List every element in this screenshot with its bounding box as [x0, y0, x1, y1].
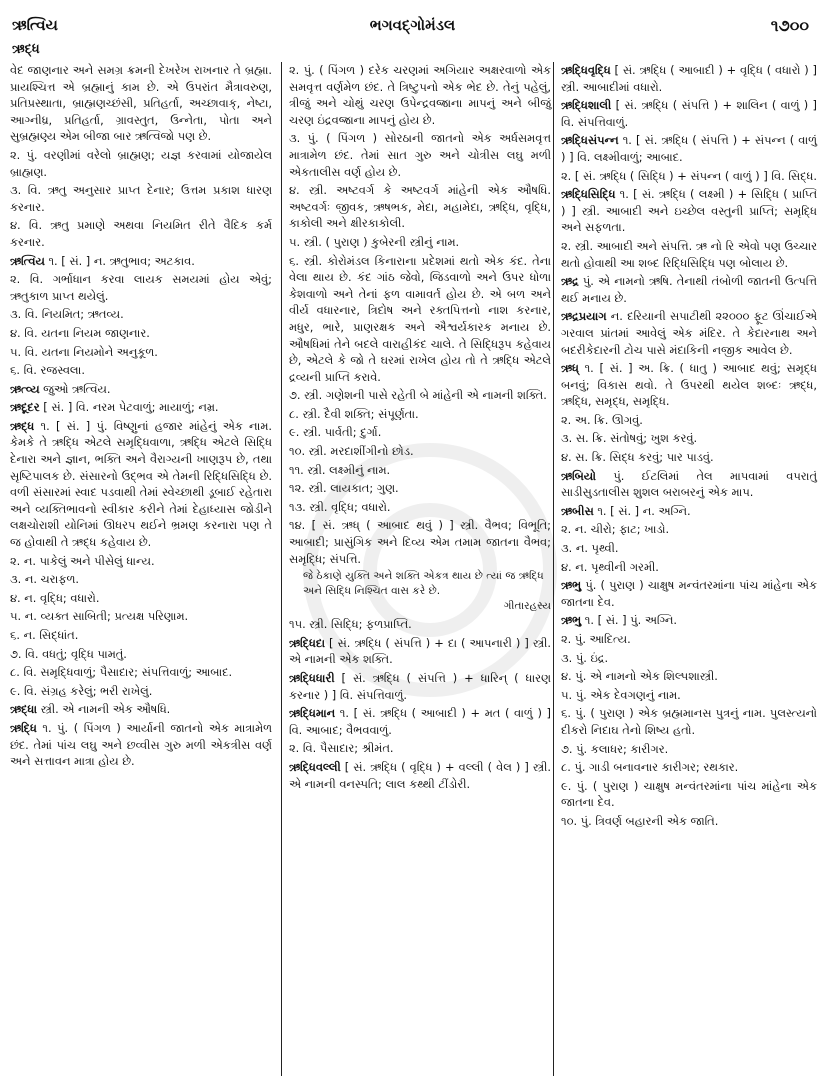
- dictionary-entry: [289, 480, 551, 497]
- entry-text: ૩. સ. ક્રિ. સંતોષવું; ખુશ કરવું.: [561, 431, 698, 446]
- dictionary-entry: [561, 577, 817, 610]
- dictionary-entry: [289, 670, 551, 703]
- entry-headword: ઋદૂદર: [10, 400, 40, 415]
- entry-text: ૫. પું. એક દેવગણનું નામ.: [561, 687, 681, 702]
- dictionary-entry: [561, 612, 817, 629]
- entry-text: ૮. વિ. સમૃદ્ધિવાળું; પૈસાદાર; સંપત્તિવાળું; આબાદ.: [10, 665, 233, 680]
- quotation: [289, 569, 551, 614]
- entry-text: ૪. સ્ત્રી. અષ્ટવર્ગ કે અષ્ટવર્ગ માંહેની એક ઔષધિ. અષ્ટવર્ગઃ જીવક, ઋષભક, મેદા, મહામેદા, ઋદ્ધિ, વૃદ્ધિ, કાકોલી અને ક્ષીરકાકોલી.: [289, 183, 551, 231]
- entry-text: ૧૫. સ્ત્રી. સિદ્ધિ; ફળપ્રાપ્તિ.: [289, 617, 412, 632]
- dictionary-entry: [561, 631, 817, 648]
- entry-text: ૨. વિ. પૈસાદાર; શ્રીમંત.: [289, 741, 394, 756]
- dictionary-entry: [289, 387, 551, 404]
- page-header: [0, 0, 825, 42]
- entry-text: પું. ( પુરાણ ) ચાક્ષુષ મન્વંતરમાંના પાંચ માંહેના એક જાતના દેવ.: [561, 578, 817, 609]
- entry-headword: ઋદ્ધા: [10, 702, 38, 717]
- dictionary-entry: [10, 646, 272, 663]
- dictionary-entry: [561, 778, 817, 811]
- dictionary-entry: [561, 412, 817, 429]
- entry-text: ૨. સ્ત્રી. આબાદી અને સંપત્તિ. ઋ નો રિ એવો પણ ઉચ્ચાર થતો હોવાથી આ શબ્દ રિદ્ધિસિદ્ધિ પણ બોલાય છે.: [561, 238, 817, 270]
- entry-text: ૧. [ સં. ] અ. ક્રિ. ( ધાતુ ) આબાદ થવું; સમૃદ્ધ બનવું; વિકાસ થવો. તે ઉપરથી થયેલ શબ્દઃ ઋદ્ધ, ઋદ્ધિ, સમૃદ્ધ, સમૃદ્ધિ.: [561, 361, 817, 409]
- entry-headword: ઋદ્ધિવલ્લી: [289, 759, 341, 774]
- entry-text: ૨. પું. ( પિંગળ ) દરેક ચરણમાં અગિયાર અક્ષરવાળો એક સમવૃત્ત વર્ણમેળ છંદ. તે ત્રિષ્ટુપનો એક ભેદ છે. તેનું પહેલું, ત્રીજું અને ચોથું ચરણ ઉપેન્દ્રવજ્રાના માપનું અને બીજું ચરણ ઇંદ્રવજ્રાના માપનું હોય છે.: [289, 63, 551, 127]
- dictionary-entry: [289, 499, 551, 516]
- entry-headword: ઋબિયો: [561, 468, 596, 483]
- dictionary-entry: [10, 683, 272, 700]
- entry-text: ૨. ન. ચીરો; ફાટ; ખાડો.: [561, 522, 670, 537]
- dictionary-entry: [289, 406, 551, 423]
- entry-text: ૬. વિ. રજસ્વલા.: [10, 363, 85, 378]
- entry-headword: ઋદ્ધિ: [10, 720, 37, 735]
- entry-text: ૮. પું. ગાડી બનાવનાર કારીગર; રથકાર.: [561, 760, 739, 775]
- dictionary-entry: [10, 664, 272, 681]
- entry-text: ૭. વિ. વધતું; વૃદ્ધિ પામતું.: [10, 646, 127, 661]
- entry-headword: ઋદ્ધિસંપન્ન: [561, 133, 619, 148]
- header-sub-guide-word: ઋદ્ધ: [12, 42, 40, 57]
- entry-text: ૬. ન. સિદ્ધાંત.: [10, 628, 79, 642]
- dictionary-entry: [10, 418, 272, 551]
- dictionary-entry: [561, 705, 817, 738]
- dictionary-entry: [10, 590, 272, 607]
- dictionary-entry: [289, 616, 551, 633]
- entry-text: ૧. [ સં. ] પું. અગ્નિ.: [581, 613, 678, 628]
- entry-text: ૪. સ. ક્રિ. સિદ્ધ કરવું; પાર પાડવું.: [561, 450, 714, 465]
- entry-text: ૩. પું. ( પિંગળ ) સોરઠાની જાતનો એક અર્ધસમવૃત્ત માત્રામેળ છંદ. તેમાં સાત ગુરુ અને ચોત્રીસ લઘુ મળી એકતાલીસ વર્ણ હોય છે.: [289, 131, 551, 179]
- entry-text: [ સં. ઋદ્ધિ ( આબાદી ) + વૃદ્ધિ ( વધારો ) ] સ્ત્રી. આબાદીમાં વધારો.: [561, 63, 817, 94]
- dictionary-entry: [289, 635, 551, 668]
- entry-headword: ઋત્વિય: [10, 253, 45, 268]
- dictionary-entry: [10, 253, 272, 270]
- dictionary-entry: [289, 462, 551, 479]
- entry-headword: ઋદ્ધિવૃદ્ધિ: [561, 63, 611, 77]
- dictionary-entry: [561, 668, 817, 685]
- entry-text: ૫. સ્ત્રી. ( પુરાણ ) કુબેરની સ્ત્રીનું નામ.: [289, 234, 460, 249]
- dictionary-entry: [561, 238, 817, 271]
- dictionary-entry: [561, 559, 817, 576]
- column-3: [561, 62, 817, 832]
- entry-text: ૨. અ. ક્રિ. ઊગવું.: [561, 412, 643, 427]
- dictionary-entry: [10, 553, 272, 570]
- dictionary-entry: [10, 571, 272, 588]
- entry-text: ૧. [ સં. ] પું. વિષ્ણુનાં હજાર માંહેનું એક નામ. કેમકે તે ઋદ્ધિ એટલે સમૃદ્ધિવાળા, ઋદ્ધિ એટલે સિદ્ધિ દેનારા અને જ્ઞાન, ભક્તિ અને વૈરાગ્યની ખાણરૂપ છે, તથા સૃષ્ટિપાલક છે. સંસારનો ઉદ્ભવ એ તેમની રિદ્ધિસિદ્ધિ છે. વળી સંસારમાં સ્વાદ પડવાથી તેમાં સ્વેચ્છાથી ડૂબાઈ રહેતારા અને વ્યક્તિભાવનો સ્વીકાર કરીને તેમાં દેહાધ્યાસ જોડીને લક્ષચોરાશી યોનિમાં ઊધરપ થઈને ભ્રમણ કરનારા પણ તે જ હોવાથી તે ઋદ્ધ કહેવાય છે.: [10, 418, 272, 550]
- dictionary-entry: [289, 443, 551, 460]
- entry-text: ૭. સ્ત્રી. ગણેશની પાસે રહેતી બે માંહેની એ નામની શક્તિ.: [289, 388, 547, 403]
- dictionary-entry: [561, 759, 817, 776]
- dictionary-entry: [561, 650, 817, 667]
- entry-text: ૪. ન. પૃથ્વીની ગરમી.: [561, 559, 659, 574]
- dictionary-entry: [10, 306, 272, 323]
- dictionary-entry: [10, 627, 272, 644]
- entry-text: ૨. પું. વરણીમાં વરેલો બ્રાહ્મણ; યજ્ઞ કરવામાં યોજાયેલ બ્રાહ્મણ.: [10, 147, 272, 179]
- dictionary-entry: [289, 234, 551, 251]
- entry-headword: ઋદ્ધિમાન: [289, 706, 336, 721]
- dictionary-entry: [289, 62, 551, 128]
- entry-text: [ સં. ઋદ્ધિ ( સંપત્તિ ) + દા ( આપનારી ) ] સ્ત્રી. એ નામની એક શક્તિ.: [289, 635, 551, 667]
- dictionary-entry: [561, 308, 817, 358]
- dictionary-entry: [561, 168, 817, 185]
- entry-text: ૫. ન. વ્યક્ત સાબિતી; પ્રત્યક્ષ પરિણામ.: [10, 609, 189, 624]
- entry-text: ૮. સ્ત્રી. દૈવી શક્તિ; સંપૂર્ણતા.: [289, 406, 419, 421]
- dictionary-entry: [561, 273, 817, 306]
- entry-text: [ સં. ઋદ્ધિ ( સંપત્તિ ) + શાલિન ( વાળું ) ] વિ. સંપત્તિવાળું.: [561, 98, 817, 129]
- dictionary-entry: [10, 62, 272, 145]
- dictionary-entry: [561, 813, 817, 830]
- dictionary-entry: [561, 430, 817, 447]
- dictionary-entry: [10, 344, 272, 361]
- entry-text: [ સં. ઋદ્ધિ ( વૃદ્ધિ ) + વલ્લી ( વેલ ) ] સ્ત્રી. એ નામની વનસ્પતિ; લાલ કથ્થી ટીંડોરી.: [289, 759, 551, 791]
- entry-text: ૬. સ્ત્રી. કોરોમંડલ કિનારાના પ્રદેશમાં થતો એક કંદ. તેના વેલા થાય છે. કંદ ગાંઠ જેવો, જિડવાળો અને ઉપર ધોળા કેશવાળો અને તેનાં ફળ વામાવર્ત હોય છે. એ બળ અને વીર્ય વધારનાર, ત્રિદોષ અને રક્તપિત્તનો નાશ કરનાર, મધુર, ભારે, પ્રાણરક્ષક અને ઐશ્વર્યકારક મનાય છે. ઔષધિમાં તેને બદલે વારાહીકંદ ચાલે. તે સિદ્ધિરૂપ કહેવાય છે, એટલે કે જો તે ઘરમાં રાખેલ હોય તો તે ઋદ્ધિ એટલે દ્રવ્યની પ્રાપ્તિ કરાવે.: [289, 253, 551, 384]
- dictionary-entry: [10, 217, 272, 250]
- entry-headword: ઋદ્ધિદા: [289, 635, 325, 650]
- entry-text: [ સં. ઋદ્ધિ ( સંપત્તિ ) + ધારિન્ ( ધારણ કરનાર ) ] વિ. સંપત્તિવાળું.: [289, 671, 551, 702]
- entry-text: પું. ઈટલિમાં તેલ માપવામાં વપરાતું સાડીસુડતાલીસ શુશલ બરાબરનું એક માપ.: [561, 468, 817, 500]
- dictionary-entry: [561, 521, 817, 538]
- quotation-text: જે ઠેકાણે યુક્તિ અને શક્તિ એકત્ર થાય છે ત્યાં જ ઋદ્ધિ અને સિદ્ધિ નિશ્ચિત વાસ કરે છે.: [303, 570, 544, 598]
- entry-text: ૫. વિ. યતના નિયમોને અનુકૂળ.: [10, 344, 158, 359]
- entry-text: ૨. વિ. ગર્ભાધાન કરવા લાયક સમયમાં હોય એવું; ઋતુકાળ પ્રાપ્ત થયેલું.: [10, 272, 272, 303]
- dictionary-entry: [289, 705, 551, 738]
- dictionary-entry: [561, 503, 817, 520]
- entry-headword: ઋદ્ર: [561, 274, 579, 289]
- dictionary-entry: [561, 360, 817, 410]
- entry-headword: ઋબીસ: [561, 503, 594, 518]
- entry-headword: ઋદ્રપ્રયાગ: [561, 309, 607, 324]
- column-divider-2: [553, 62, 554, 1076]
- entry-text: ૨. પું. આદિત્ય.: [561, 632, 631, 646]
- entry-text: ૬. પું. ( પુરાણ ) એક બ્રહ્મમાનસ પુત્રનું નામ. પુલસ્ત્યનો દીકરો નિદાઘ તેનો શિષ્ય હતો.: [561, 706, 817, 737]
- dictionary-entry: [10, 325, 272, 342]
- dictionary-entry: [10, 182, 272, 215]
- entry-text: [ સં. ] વિ. નરમ પેટવાળું; માયાળું; નમ્ર.: [39, 400, 219, 415]
- column-2: [289, 62, 551, 794]
- entry-text: ૧. [ સં. ઋદ્ધિ ( આબાદી ) + મત ( વાળું ) ] વિ. આબાદ; વૈભવવાળું.: [289, 706, 551, 737]
- dictionary-entry: [561, 687, 817, 704]
- dictionary-entry: [561, 97, 817, 130]
- dictionary-entry: [289, 517, 551, 567]
- entry-text: ૯. વિ. સંગ્રહ કરેલું; ભરી રાખેલું.: [10, 683, 153, 698]
- dictionary-entry: [561, 186, 817, 236]
- dictionary-entry: [289, 253, 551, 386]
- entry-headword: ઋદ્ધિસિદ્ધિ: [561, 187, 616, 202]
- entry-headword: ઋદ્ધ: [10, 418, 35, 433]
- dictionary-entry: [10, 608, 272, 625]
- header-title: ભગવદ્ગોમંડલ: [369, 16, 456, 34]
- entry-headword: ઋભુ: [561, 578, 582, 593]
- dictionary-entry: [561, 62, 817, 95]
- dictionary-entry: [10, 701, 272, 718]
- dictionary-entry: [289, 424, 551, 441]
- dictionary-entry: [561, 449, 817, 466]
- dictionary-entry: [10, 381, 272, 398]
- entry-text: ૩. વિ. ઋતુ અનુસાર પ્રાપ્ત દેનાર; ઉત્તમ પ્રકાશ ધારણ કરનાર.: [10, 183, 272, 214]
- dictionary-entry: [10, 271, 272, 304]
- dictionary-entry: [289, 182, 551, 232]
- entry-text: ૩. ન. ચરાફળ.: [10, 572, 79, 587]
- dictionary-entry: [10, 399, 272, 416]
- entry-headword: ઋત્વ્ય: [10, 381, 40, 396]
- entry-text: ૨. ન. પાકેલું અને પીસેલું ધાન્ય.: [10, 553, 155, 568]
- entry-text: જુઓ ઋત્વિય.: [39, 381, 111, 396]
- entry-text: પું. એ નામનો ઋષિ. તેનાથી તંબોળી જાતની ઉત્પત્તિ થઈ મનાય છે.: [561, 274, 817, 305]
- entry-headword: ઋદ્ધિધારી: [289, 671, 335, 685]
- dictionary-entry: [10, 147, 272, 180]
- entry-text: ૯. પું. ( પુરાણ ) ચાક્ષુષ મન્વંતરમાંના પાંચ માંહેના એક જાતના દેવ.: [561, 778, 817, 810]
- entry-text: ૧૩. સ્ત્રી. વૃદ્ધિ; વધારો.: [289, 499, 391, 514]
- dictionary-entry: [10, 362, 272, 379]
- entry-text: ૧. [ સં. ] ન. અગ્નિ.: [593, 503, 691, 518]
- entry-text: ૧૦. પું. ત્રિવર્ણ બહારની એક જાતિ.: [561, 813, 719, 828]
- entry-text: ૧. [ સં. ઋદ્ધિ ( સંપત્તિ ) + સંપન્ન ( વાળું ) ] વિ. લક્ષ્મીવાળું; આબાદ.: [561, 133, 817, 164]
- dictionary-entry: [289, 130, 551, 180]
- entry-text: ૨. [ સં. ઋદ્ધિ ( સિદ્ધિ ) + સંપન્ન ( વાળું ) ] વિ. સિદ્ધ.: [561, 168, 817, 183]
- dictionary-entry: [289, 740, 551, 757]
- entry-headword: ઋધ્: [561, 361, 579, 376]
- entry-text: ૧૨. સ્ત્રી. લાયકાત; ગુણ.: [289, 481, 399, 496]
- quotation-source: ગીતારહસ્ય: [503, 600, 551, 613]
- entry-text: ૪. ન. વૃદ્ધિ; વધારો.: [10, 590, 100, 605]
- entry-text: ૧. [ સં. ] ન. ઋતુભાવ; અટકાવ.: [44, 253, 195, 268]
- dictionary-entry: [561, 741, 817, 758]
- entry-text: ૧. પું. ( પિંગળ ) આર્યાની જાતનો એક માત્રામેળ છંદ. તેમાં પાંચ લઘુ અને છવ્વીસ ગુરુ મળી એકત્રીસ વર્ણ અને સત્તાવન માત્રા હોય છે.: [10, 720, 272, 769]
- entry-text: ૭. પું. કલાધર; કારીગર.: [561, 741, 669, 756]
- entry-text: ૩. પું. ઇંદ્ર.: [561, 650, 609, 665]
- entry-text: સ્ત્રી. એ નામની એક ઔષધિ.: [37, 702, 171, 717]
- entry-text: ૧. [ સં. ઋદ્ધિ ( લક્ષ્મી ) + સિદ્ધિ ( પ્રાપ્તિ ) ] સ્ત્રી. આબાદી અને ઇચ્છેલ વસ્તુની પ્રાપ્તિ; સમૃદ્ધિ અને સફળતા.: [561, 187, 817, 235]
- entry-text: વેદ જાણનાર અને સમગ્ર ક્રમની દેખરેખ રાખનાર તે બ્રહ્મા. પ્રાયશ્ચિત્ત એ બ્રહ્માનું કામ છે. એ ઉપરાંત મૈત્રાવરુણ, પ્રતિપ્રસ્થાતા, બ્રાહ્મણચ્છંસી, પ્રતિહર્તા, અચ્છાવાક્, નેષ્ટા, આગ્નીધ્ર, પ્રતિહર્તા, ગ્રાવસ્તુત, ઉન્નેતા, પોતા અને સુબ્રહ્મણ્ય એમ બીજા બાર ઋત્વિજો પણ છે.: [10, 63, 272, 144]
- entry-text: ૪. પું. એ નામનો એક શિલ્પશાસ્ત્રી.: [561, 669, 718, 684]
- header-left-guide-word: ઋત્વિય: [12, 16, 58, 34]
- dictionary-entry: [561, 468, 817, 501]
- entry-text: ૧૪. [ સં. ઋધ્ ( આબાદ થવું ) ] સ્ત્રી. વૈભવ; વિભૂતિ; આબાદી; પ્રાસુંગિક અને દિવ્ય એમ તમામ જાતના વૈભવ; સમૃદ્ધિ; સંપત્તિ.: [289, 518, 551, 566]
- entry-text: ૩. વિ. નિયમિત; ઋતવ્ય.: [10, 307, 124, 322]
- entry-text: ૩. ન. પૃથ્વી.: [561, 541, 619, 556]
- entry-text: ૯. સ્ત્રી. પાર્વતી; દુર્ગા.: [289, 425, 382, 440]
- column-divider-1: [281, 62, 282, 1076]
- entry-headword: ઋદ્ધિશાલી: [561, 98, 612, 113]
- dictionary-entry: [289, 759, 551, 792]
- entry-text: ન. દરિયાની સપાટીથી ૨૨૦૦૦ ફૂટ ઊંચાઈએ ગરવાલ પ્રાંતમાં આવેલું એક મંદિર. તે કેદારનાથ અને બદરીકેદારની ટોચ પાસે મંદાકિની નજીક આવેલ છે.: [561, 309, 817, 357]
- entry-text: ૪. વિ. ઋતુ પ્રમાણે અથવા નિયમિત રીતે વૈદિક કર્મ કરનાર.: [10, 218, 272, 249]
- entry-headword: ઋભુ: [561, 613, 582, 628]
- dictionary-entry: [561, 540, 817, 557]
- dictionary-entry: [10, 720, 272, 770]
- entry-text: ૧૧. સ્ત્રી. લક્ષ્મીનું નામ.: [289, 462, 391, 477]
- dictionary-entry: [561, 132, 817, 165]
- page-number: ૧૭૦૦: [770, 16, 809, 35]
- entry-text: ૧૦. સ્ત્રી. મરદાશીંગીનો છોડ.: [289, 444, 414, 459]
- column-1: [10, 62, 272, 772]
- entry-text: ૪. વિ. યતના નિયમ જાણનાર.: [10, 325, 150, 340]
